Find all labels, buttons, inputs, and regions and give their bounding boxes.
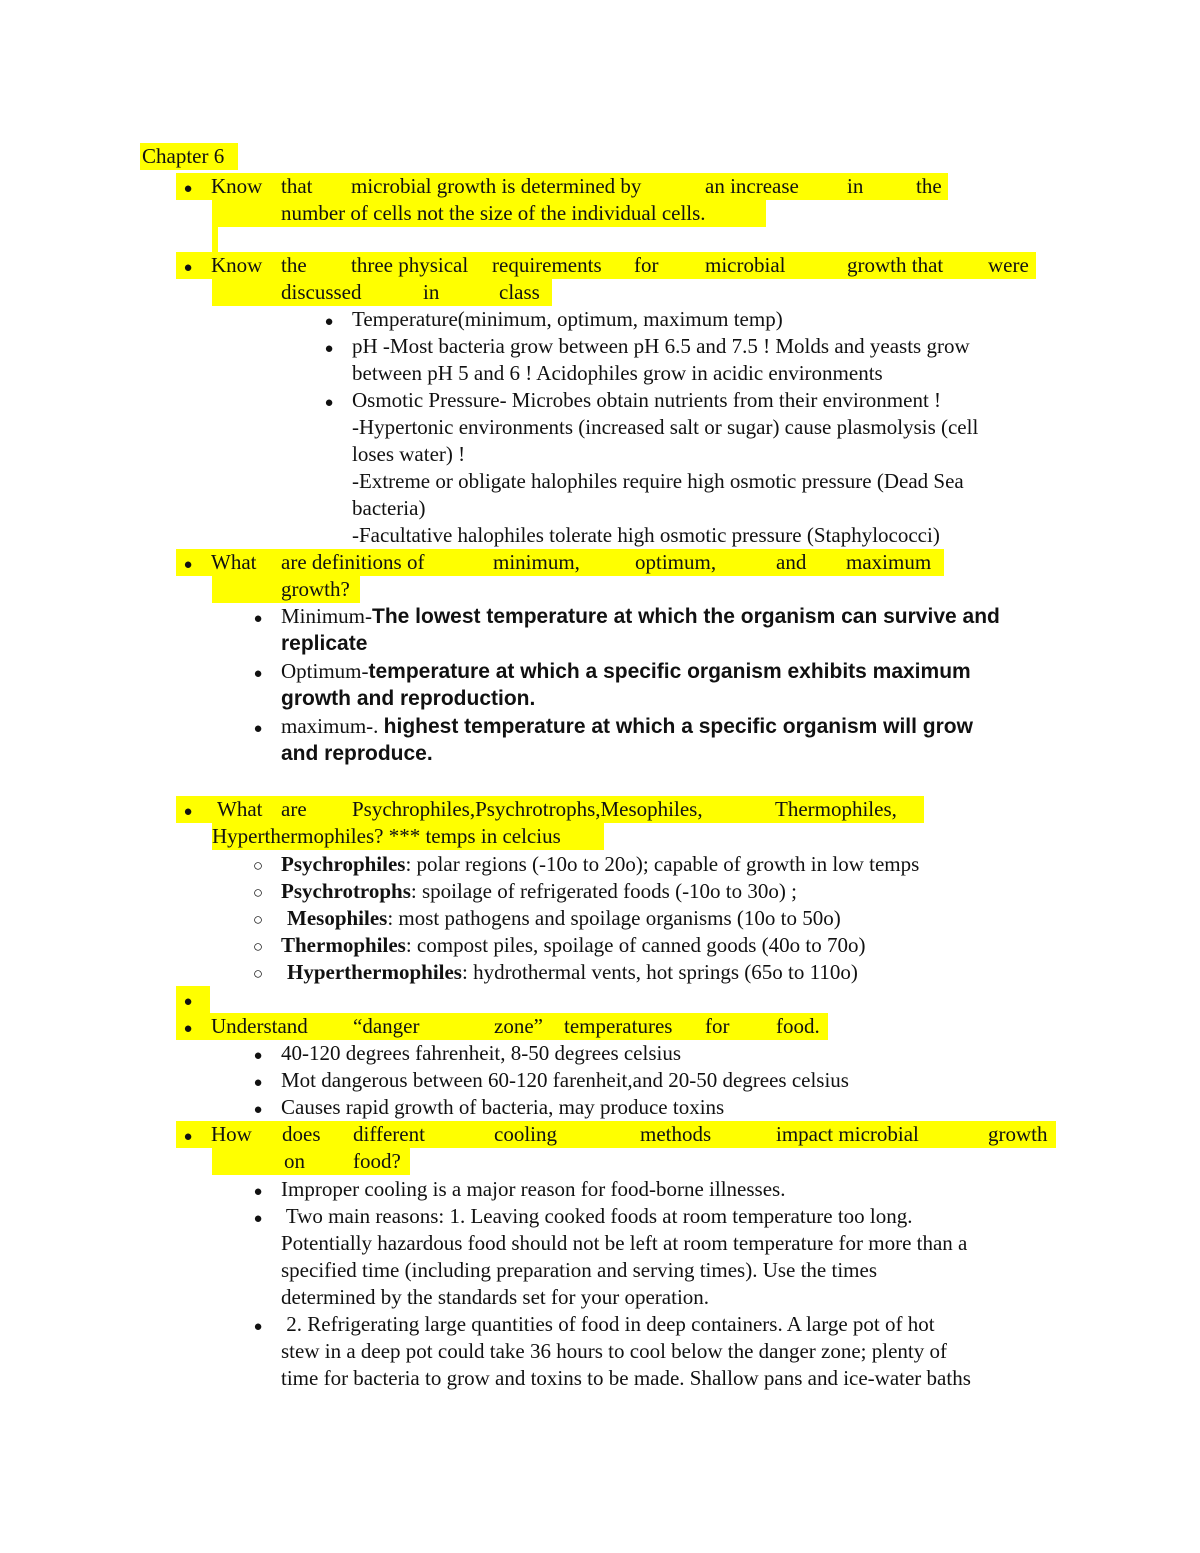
bullet-icon	[176, 252, 200, 282]
word: three physical	[351, 253, 469, 277]
bullet-icon	[176, 1013, 200, 1043]
word: impact microbial	[776, 1122, 919, 1146]
word: minimum,	[493, 550, 580, 574]
bullet-icon	[246, 1203, 270, 1233]
list-item-text: 2. Refrigerating large quantities of food in deep containers. A large pot of hot	[281, 1312, 935, 1336]
definition-label: maximum-.	[281, 714, 384, 738]
term: Hyperthermophiles	[287, 960, 462, 984]
question-3-line-2	[212, 576, 360, 603]
word: for	[705, 1014, 730, 1038]
circle-bullet-icon	[246, 959, 270, 987]
word: zone”	[494, 1014, 543, 1038]
term: Mesophiles	[287, 906, 388, 930]
word: cooling	[494, 1122, 557, 1146]
word: growth	[988, 1122, 1048, 1146]
word: microbial growth is determined by	[351, 174, 642, 198]
definition-text: and reproduce.	[281, 742, 433, 765]
word: What	[217, 797, 263, 821]
term: Thermophiles	[281, 933, 406, 957]
word: does	[282, 1122, 321, 1146]
bullet-icon	[246, 1311, 270, 1341]
list-item-text: Two main reasons: 1. Leaving cooked foods at room temperature too long.	[281, 1204, 913, 1228]
list-item-text: bacteria)	[352, 496, 426, 520]
word: methods	[640, 1122, 712, 1146]
question-text: growth?	[281, 577, 350, 601]
word: requirements	[492, 253, 602, 277]
bullet-icon	[317, 333, 341, 363]
definition-text: growth and reproduction.	[281, 687, 536, 710]
word: temperatures	[564, 1014, 673, 1038]
term-description: : spoilage of refrigerated foods (-10o to 30o) ;	[410, 879, 797, 903]
list-item-text: specified time (including preparation and serving times). Use the times	[281, 1258, 877, 1282]
word: What	[211, 550, 257, 574]
bullet-icon	[176, 173, 200, 203]
word: for	[634, 253, 659, 277]
word: microbial	[705, 253, 786, 277]
bullet-icon	[317, 306, 341, 336]
list-item-text: Temperature(minimum, optimum, maximum temp)	[352, 307, 783, 331]
term-description: : hydrothermal vents, hot springs (65o to 110o)	[461, 960, 858, 984]
definition-text: highest temperature at which a specific organism will grow	[383, 715, 973, 738]
word: are definitions of	[281, 550, 425, 574]
word: different	[353, 1122, 425, 1146]
list-item-text: 40-120 degrees fahrenheit, 8-50 degrees celsius	[281, 1041, 682, 1065]
question-5-line-1	[176, 1013, 828, 1040]
term: Psychrotrophs	[281, 879, 411, 903]
word: food?	[353, 1149, 401, 1173]
circle-bullet-icon	[246, 932, 270, 960]
bullet-icon	[176, 549, 200, 579]
word: on	[284, 1149, 305, 1173]
word: “danger	[353, 1014, 420, 1038]
word: are	[281, 797, 307, 821]
word: Know	[211, 253, 263, 277]
question-text: number of cells not the size of the individual cells.	[281, 201, 706, 225]
word: How	[211, 1122, 252, 1146]
bullet-icon	[246, 1040, 270, 1070]
word: discussed	[281, 280, 362, 304]
definition-text: temperature at which a specific organism exhibits maximum	[368, 660, 971, 683]
word: Understand	[211, 1014, 308, 1038]
word: the	[916, 174, 942, 198]
question-4-line-2	[212, 823, 604, 850]
bullet-icon	[246, 658, 270, 688]
word: in	[423, 280, 440, 304]
list-item-text: Improper cooling is a major reason for food-borne illnesses.	[281, 1177, 786, 1201]
bullet-icon	[246, 603, 270, 633]
definition-label: Optimum-	[281, 659, 369, 683]
bullet-icon	[176, 986, 200, 1016]
question-6-line-1	[176, 1121, 1056, 1148]
word: optimum,	[635, 550, 717, 574]
highlight-fragment	[212, 227, 218, 254]
word: the	[281, 253, 307, 277]
circle-bullet-icon	[246, 851, 270, 879]
word: in	[847, 174, 864, 198]
word: and	[776, 550, 807, 574]
list-item-text: Mot dangerous between 60-120 farenheit,and 20-50 degrees celsius	[281, 1068, 849, 1092]
bullet-icon	[176, 796, 200, 826]
word: class	[499, 280, 540, 304]
list-item-text: pH -Most bacteria grow between pH 6.5 and 7.5 ! Molds and yeasts grow	[352, 334, 970, 358]
question-3-line-1	[176, 549, 944, 576]
definition-label: Minimum-	[281, 604, 373, 628]
empty-bullet-line	[176, 986, 210, 1013]
question-2-line-2	[212, 279, 552, 306]
word: that	[281, 174, 313, 198]
list-item-text: -Extreme or obligate halophiles require high osmotic pressure (Dead Sea	[352, 469, 964, 493]
chapter-heading	[140, 143, 238, 170]
word: were	[988, 253, 1029, 277]
question-text: Hyperthermophiles? *** temps in celcius	[212, 824, 561, 848]
definition-text: replicate	[281, 632, 368, 655]
term-description: : polar regions (-10o to 20o); capable of growth in low temps	[405, 852, 920, 876]
question-6-line-2	[212, 1148, 410, 1175]
bullet-icon	[246, 1176, 270, 1206]
bullet-icon	[246, 1067, 270, 1097]
list-item-text: loses water) !	[352, 442, 466, 466]
list-item-text: -Facultative halophiles tolerate high osmotic pressure (Staphylococci)	[352, 523, 940, 547]
word: Psychrophiles,Psychrotrophs,Mesophiles,	[352, 797, 703, 821]
bullet-icon	[246, 1094, 270, 1124]
list-item-text: Osmotic Pressure- Microbes obtain nutrients from their environment !	[352, 388, 942, 412]
list-item-text: between pH 5 and 6 ! Acidophiles grow in acidic environments	[352, 361, 883, 385]
question-1-line-2	[212, 200, 766, 227]
term-description: : compost piles, spoilage of canned goods (40o to 70o)	[405, 933, 866, 957]
word: food.	[776, 1014, 820, 1038]
list-item-text: Potentially hazardous food should not be left at room temperature for more than a	[281, 1231, 968, 1255]
word: Know	[211, 174, 263, 198]
list-item-text: determined by the standards set for your operation.	[281, 1285, 710, 1309]
word: maximum	[846, 550, 932, 574]
bullet-icon	[246, 713, 270, 743]
list-item-text: Causes rapid growth of bacteria, may produce toxins	[281, 1095, 725, 1119]
question-1-line-1	[176, 173, 948, 200]
question-2-line-1	[176, 252, 1036, 279]
word: an increase	[705, 174, 799, 198]
circle-bullet-icon	[246, 905, 270, 933]
word: growth that	[847, 253, 944, 277]
bullet-icon	[176, 1121, 200, 1151]
list-item-text: -Hypertonic environments (increased salt or sugar) cause plasmolysis (cell	[352, 415, 979, 439]
word: Thermophiles,	[775, 797, 897, 821]
bullet-icon	[317, 387, 341, 417]
term-description: : most pathogens and spoilage organisms (10o to 50o)	[387, 906, 841, 930]
definition-text: The lowest temperature at which the organism can survive and	[372, 605, 1000, 628]
circle-bullet-icon	[246, 878, 270, 906]
question-4-line-1	[176, 796, 924, 823]
term: Psychrophiles	[281, 852, 406, 876]
chapter-title: Chapter 6	[142, 144, 225, 168]
list-item-text: time for bacteria to grow and toxins to be made. Shallow pans and ice-water baths	[281, 1366, 971, 1390]
list-item-text: stew in a deep pot could take 36 hours to cool below the danger zone; plenty of	[281, 1339, 947, 1363]
